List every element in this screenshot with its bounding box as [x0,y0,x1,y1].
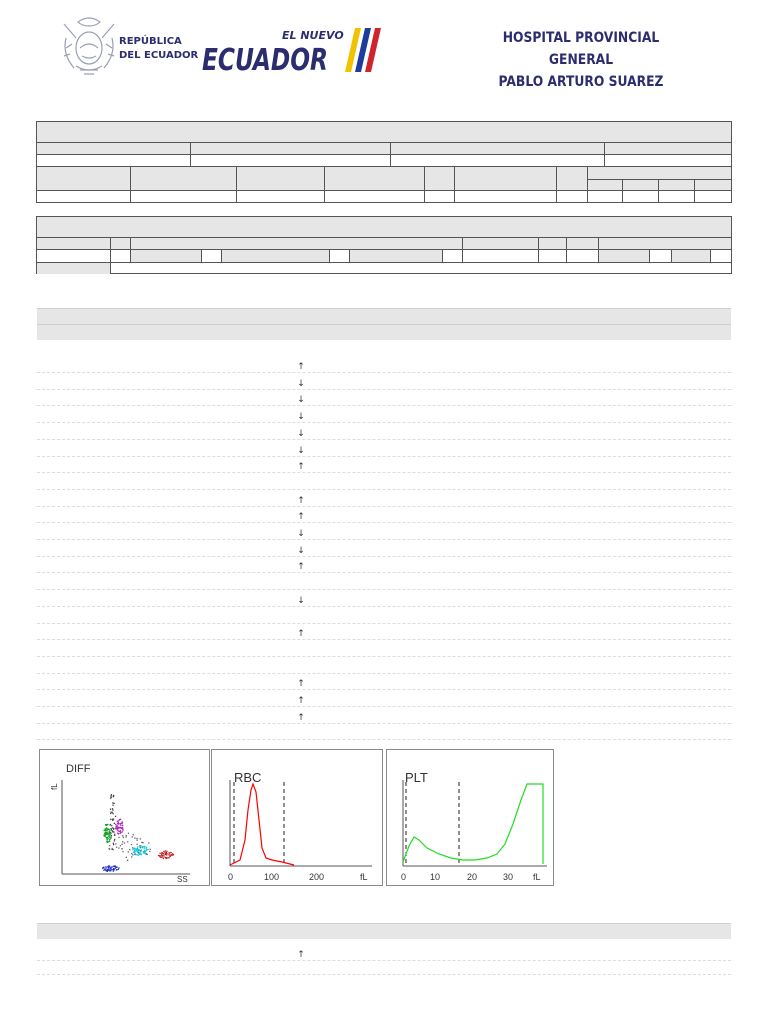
diff-dot [129,849,130,850]
diff-dot [115,843,116,844]
diff-dot [114,803,115,804]
request-info-header-bar [37,217,731,238]
diff-dot [146,847,147,848]
result-row-separator [37,439,731,440]
logo-main-text: ECUADOR [202,43,328,76]
diff-dot [107,828,108,829]
diff-dot [112,813,113,814]
diff-dot [110,867,111,868]
diff-dot [110,798,111,799]
diff-dot [118,847,119,848]
diff-dot [160,856,161,857]
diff-dot [116,867,117,868]
result-row-separator [37,673,731,674]
diff-dot [105,824,106,825]
diff-dot [150,849,151,850]
result-row-separator [37,539,731,540]
diff-dot [166,851,167,852]
diff-dot [119,819,120,820]
diff-dot [111,825,112,826]
diff-dot [107,832,108,833]
diff-dot [119,833,120,834]
diff-dot [136,850,137,851]
request-info-extra-row [37,262,731,274]
diff-dot [169,852,170,853]
diff-dot [131,856,132,857]
result-row-separator [37,974,731,975]
diff-dot [113,819,114,820]
diff-dot [161,854,162,855]
diff-dot [111,795,112,796]
diff-scattergram [39,749,210,886]
rbc-unit: fL [360,872,368,882]
results-section-2-header-bar [37,923,731,939]
diff-dot [128,833,129,834]
diff-dot [140,838,141,839]
diff-dot [134,851,135,852]
result-flag: ↑ [297,712,305,723]
diff-dot [112,810,113,811]
plt-tick-0: 0 [401,872,407,882]
result-flag: ↑ [297,362,305,372]
diff-dot [103,867,104,868]
diff-dot [113,843,114,844]
diff-dot [106,837,107,838]
diff-dot [134,837,135,838]
result-row-separator [37,606,731,607]
plt-histogram [386,749,554,886]
diff-dot [103,835,104,836]
result-row-separator [37,739,731,740]
diff-title: DIFF [66,763,91,775]
result-row-separator [37,489,731,490]
diff-dot [134,854,135,855]
diff-dot [108,848,109,849]
logo-top-text: EL NUEVO [282,29,344,42]
diff-dot [160,853,161,854]
diff-dot [132,849,133,850]
diff-dot [113,844,114,845]
diff-dot [109,834,110,835]
diff-dot [110,828,111,829]
patient-info-label-row [37,143,731,154]
result-row-separator [37,589,731,590]
diff-dot [120,823,121,824]
diff-dot [120,825,121,826]
diff-dot [118,823,119,824]
diff-dot [122,851,123,852]
diff-dot [132,847,133,848]
diff-dot [106,867,107,868]
diff-dot [163,855,164,856]
diff-dot [144,847,145,848]
diff-scattergram-svg [40,750,211,887]
result-row-separator [37,689,731,690]
result-row-separator [37,405,731,406]
diff-dot [109,832,110,833]
diff-dot [112,808,113,809]
diff-dot [117,823,118,824]
result-row-separator [37,572,731,573]
diff-dot [105,828,106,829]
diff-dot [162,855,163,856]
country-line-2: DEL ECUADOR [119,50,199,61]
plt-tick-30: 30 [503,872,514,882]
diff-dot [115,866,116,867]
result-row-separator [37,522,731,523]
diff-dot [132,836,133,837]
plt-tick-20: 20 [467,872,478,882]
diff-dot [109,845,110,846]
diff-dot [110,870,111,871]
diff-dot [110,868,111,869]
diff-dot [110,819,111,820]
diff-dot [148,842,149,843]
patient-info-header-bar [37,122,731,143]
diff-dot [158,855,159,856]
diff-dot [166,854,167,855]
result-flag: ↑ [297,679,305,690]
el-nuevo-ecuador-logo [200,24,390,76]
results-title-bar [37,308,731,324]
diff-dot [112,805,113,806]
result-flag: ↑ [297,950,305,960]
diff-dot [117,826,118,827]
diff-dot [140,854,141,855]
diff-dot [110,824,111,825]
diff-dot [163,856,164,857]
patient-info-table [36,121,732,203]
diff-dot [112,866,113,867]
diff-y-label: fL [50,783,59,790]
diff-dot [116,847,117,848]
diff-dot [139,845,140,846]
diff-dot [114,834,115,835]
diff-dot [132,854,133,855]
diff-dot [103,870,104,871]
diff-dot [163,853,164,854]
results-column-header-bar [37,324,731,340]
diff-dot [122,825,123,826]
result-flag: ↑ [297,562,305,573]
diff-dot [122,835,123,836]
country-name [119,35,198,63]
result-flag: ↓ [297,445,305,456]
diff-dot [111,794,112,795]
diff-dot [144,848,145,849]
patient-detail-value-row [37,190,731,203]
diff-dot [139,854,140,855]
plt-unit: fL [533,872,541,882]
diff-dot [116,828,117,829]
diff-dot [113,829,114,830]
diff-dot [163,858,164,859]
diff-dot [131,853,132,854]
diff-dot [144,852,145,853]
diff-dot [124,842,125,843]
result-flag: ↓ [297,545,305,556]
diff-dot [138,849,139,850]
result-row-separator [37,723,731,724]
diff-dot [107,837,108,838]
diff-dot [126,835,127,836]
result-flag: ↓ [297,529,305,539]
result-row-separator [37,556,731,557]
result-row-separator [37,456,731,457]
diff-dot [122,829,123,830]
diff-dot [105,830,106,831]
diff-dot [162,852,163,853]
result-row-separator [37,706,731,707]
plt-title: PLT [405,770,428,785]
plt-curve [403,784,543,864]
diff-dot [140,851,141,852]
diff-x-label: SS [177,875,188,884]
diff-dot [120,830,121,831]
diff-dot [141,842,142,843]
ecuador-coat-of-arms-icon [58,14,120,78]
result-row-separator [37,422,731,423]
result-flag: ↑ [297,696,305,706]
hospital-line-2: PABLO ARTURO SUAREZ [498,74,664,90]
diff-dot [108,841,109,842]
diff-dot [113,871,114,872]
result-row-separator [37,623,731,624]
diff-dot [113,868,114,869]
result-row-separator [37,372,731,373]
diff-dot [114,839,115,840]
hospital-name [483,27,678,93]
diff-dot [111,829,112,830]
diff-dot [108,867,109,868]
diff-dot [111,835,112,836]
diff-dot [108,869,109,870]
diff-dot [137,846,138,847]
result-flag: ↓ [297,412,305,423]
diff-dot [110,809,111,810]
rbc-histogram [211,749,383,886]
diff-dot [112,827,113,828]
diff-dot [107,870,108,871]
result-row-separator [37,960,731,961]
diff-dot [147,854,148,855]
diff-dot [118,867,119,868]
diff-dot [118,833,119,834]
rbc-tick-200: 200 [309,872,325,882]
diff-dot [146,850,147,851]
diff-dot [109,841,110,842]
result-row-separator [37,639,731,640]
diff-dot [116,869,117,870]
diff-dot [123,837,124,838]
country-line-1: REPÚBLICA [119,36,182,47]
diff-dot [106,830,107,831]
diff-dot [109,830,110,831]
rbc-title: RBC [234,770,262,785]
diff-dot [137,854,138,855]
diff-dot [105,866,106,867]
hospital-line-1: HOSPITAL PROVINCIAL GENERAL [502,30,660,68]
diff-dot [127,860,128,861]
result-flag: ↓ [297,395,305,406]
diff-dot [171,855,172,856]
diff-dot [167,857,168,858]
diff-dot [131,844,132,845]
diff-dot [161,857,162,858]
diff-dot [117,821,118,822]
diff-dot [114,835,115,836]
diff-dot [143,846,144,847]
diff-dot [163,851,164,852]
diff-dot [109,866,110,867]
diff-dot [118,837,119,838]
diff-dot [120,845,121,846]
result-row-separator [37,472,731,473]
diff-dot [106,834,107,835]
diff-dot [115,824,116,825]
diff-dot [115,816,116,817]
request-info-label-row [37,238,731,249]
diff-dot [114,840,115,841]
plt-histogram-svg [387,750,555,887]
request-info-table [36,216,732,274]
diff-dot [136,854,137,855]
diff-dot [136,840,137,841]
diff-dot [126,836,127,837]
result-row-separator [37,506,731,507]
diff-dot [138,852,139,853]
diff-dot [121,822,122,823]
diff-dot [170,856,171,857]
result-flag: ↑ [297,462,305,473]
result-flag: ↑ [297,495,305,506]
diff-dot [113,796,114,797]
diff-dot [120,828,121,829]
diff-dot [111,812,112,813]
plt-tick-10: 10 [430,872,441,882]
diff-dot [122,841,123,842]
diff-dot [114,823,115,824]
diff-dot [121,844,122,845]
result-row-separator [37,656,731,657]
diff-dot [133,834,134,835]
diff-dot [121,848,122,849]
diff-dot [107,839,108,840]
diff-dot [104,833,105,834]
diff-dot [106,870,107,871]
result-row-separator [37,389,731,390]
diff-dot [118,822,119,823]
diff-dot [165,857,166,858]
diff-dot [126,857,127,858]
diff-dot [112,848,113,849]
result-flag: ↑ [297,629,305,640]
diff-dot [168,857,169,858]
diff-dot [165,854,166,855]
diff-dot [117,829,118,830]
diff-dot [110,838,111,839]
result-flag: ↓ [297,428,305,439]
diff-dot [137,844,138,845]
diff-dot [168,854,169,855]
rbc-tick-100: 100 [264,872,280,882]
rbc-histogram-svg [212,750,384,887]
diff-dot [104,830,105,831]
diff-dot [142,842,143,843]
diff-dot-clusters [102,794,174,872]
diff-dot [127,841,128,842]
diff-dot [110,813,111,814]
request-info-value-row [37,249,731,262]
diff-dot [173,854,174,855]
diff-dot [112,802,113,803]
diff-dot [128,851,129,852]
patient-detail-label-row [37,166,731,190]
diff-dot [118,869,119,870]
diff-dot [140,847,141,848]
result-flag: ↓ [297,595,305,606]
rbc-tick-0: 0 [228,872,234,882]
diff-dot [117,828,118,829]
diff-dot [165,850,166,851]
diff-dot [149,851,150,852]
diff-dot [122,831,123,832]
diff-dot [134,848,135,849]
result-flag: ↑ [297,512,305,523]
patient-info-value-row [37,154,731,166]
diff-dot [118,827,119,828]
diff-dot [147,849,148,850]
diff-dot [108,836,109,837]
result-flag: ↓ [297,378,305,389]
diff-dot [171,852,172,853]
diff-dot [113,831,114,832]
diff-dot [136,838,137,839]
